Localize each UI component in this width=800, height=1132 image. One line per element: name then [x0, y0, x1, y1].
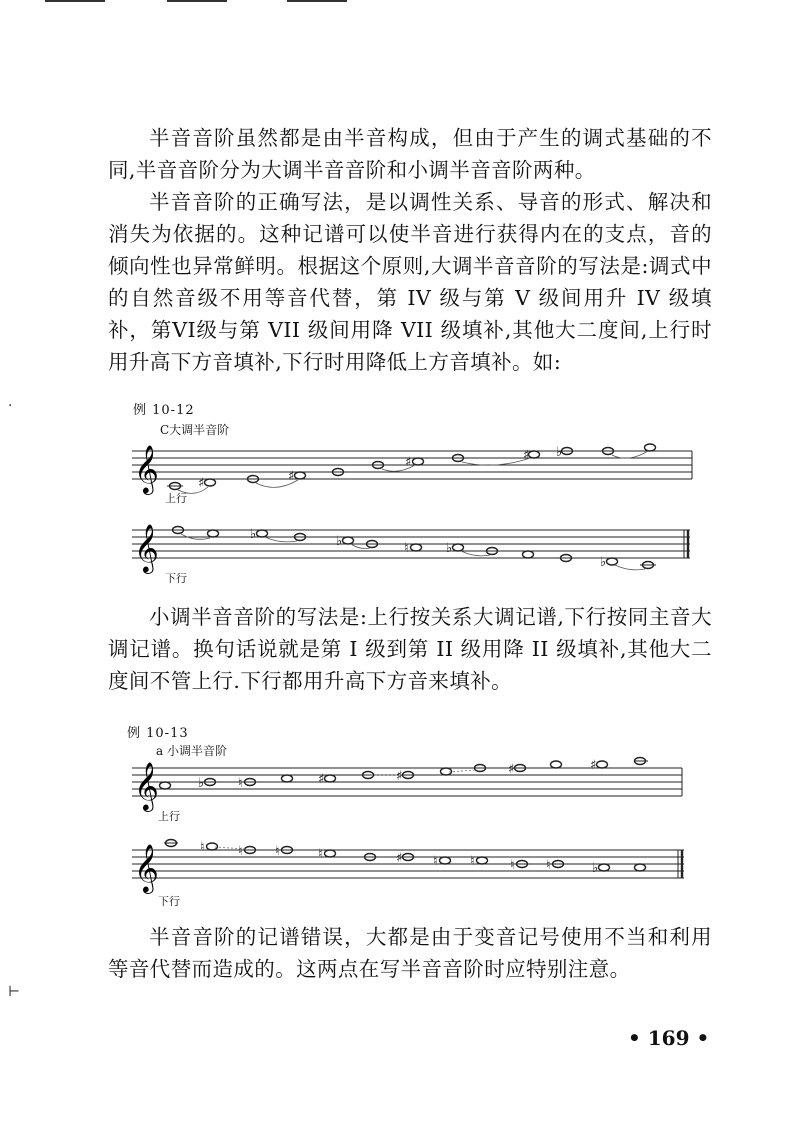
svg-text:♯: ♯ [523, 448, 530, 463]
svg-text:♯: ♯ [318, 772, 325, 787]
svg-text:♯: ♯ [405, 455, 412, 470]
svg-text:♮: ♮ [470, 854, 475, 869]
paragraph-3-text: 小调半音音阶的写法是:上行按关系大调记谱,下行按同主音大调记谱。换句话说就是第 I 级到第 II 级用降 II 级填补,其他大二度间不管上行.下行都用升高下方音来填补。 [108, 605, 712, 693]
paragraph-2 [108, 186, 712, 378]
svg-text:♯: ♯ [198, 476, 205, 491]
top-rule-1 [45, 0, 105, 2]
top-rule-2 [167, 0, 227, 2]
treble-clef-icon: 𝄞 [134, 523, 159, 572]
svg-text:♮: ♮ [275, 844, 280, 859]
svg-text:♮: ♮ [510, 858, 515, 873]
svg-text:♭: ♭ [600, 555, 607, 570]
svg-text:♭: ♭ [446, 541, 453, 556]
paragraph-3 [108, 601, 712, 697]
svg-text:♮: ♮ [238, 844, 243, 859]
svg-text:♭: ♭ [336, 534, 343, 549]
example-1-staff-ascending [0, 435, 700, 505]
example-2-ascending-label: 上行 [158, 810, 180, 823]
svg-text:♮: ♮ [433, 854, 438, 869]
svg-text:♭: ♭ [556, 445, 563, 460]
page-number: • 169 • [628, 1026, 710, 1050]
margin-mark-2: ⊢ [8, 984, 21, 1000]
example-2-label: 例 10-13 [127, 726, 189, 741]
svg-text:♮: ♮ [238, 776, 243, 791]
svg-text:♮: ♮ [318, 847, 323, 862]
svg-text:♭: ♭ [592, 861, 599, 876]
paragraph-1 [108, 122, 712, 186]
example-2-descending-label: 下行 [158, 895, 180, 908]
svg-text:♯: ♯ [508, 762, 515, 777]
svg-text:♯: ♯ [396, 851, 403, 866]
svg-text:♯: ♯ [288, 469, 295, 484]
svg-text:♮: ♮ [404, 541, 409, 556]
svg-text:♭: ♭ [198, 776, 205, 791]
example-1-descending-label: 下行 [165, 572, 187, 585]
treble-clef-icon: 𝄞 [134, 843, 159, 892]
top-rule-3 [287, 0, 347, 2]
paragraph-2-text: 半音音阶的正确写法，是以调性关系、导音的形式、解决和消失为依据的。这种记谱可以使半音进行获得内在的支点，音的倾向性也异常鲜明。根据这个原则,大调半音音阶的写法是:调式中的自然音级不用等音代替，第 IV 级与第 V 级间用升 IV 级填补，第VI级与第 VII 级间用降 VII 级填补,其他大二度间,上行时用升高下方音填补,下行时用降低上方音填补。如: [108, 190, 712, 374]
svg-text:♯: ♯ [590, 758, 597, 773]
svg-text:♭: ♭ [250, 527, 257, 542]
paragraph-4-text: 半音音阶的记谱错误，大都是由于变音记号使用不当和利用等音代替而造成的。这两点在写半音音阶时应特别注意。 [108, 925, 712, 981]
svg-text:♯: ♯ [396, 769, 403, 784]
example-1-label: 例 10-12 [133, 403, 195, 418]
paragraph-1-text: 半音音阶虽然都是由半音构成，但由于产生的调式基础的不同,半音音阶分为大调半音音阶和小调半音音阶两种。 [108, 126, 712, 182]
paragraph-4 [108, 921, 712, 985]
example-2-staff-descending [0, 838, 700, 908]
svg-text:♮: ♮ [546, 858, 551, 873]
svg-text:♮: ♮ [200, 840, 205, 855]
example-2-staff-ascending [0, 756, 700, 826]
treble-clef-icon: 𝄞 [134, 444, 159, 493]
example-1-title: C大调半音阶 [160, 423, 230, 437]
margin-mark-1: · [8, 398, 13, 414]
example-1-ascending-label: 上行 [165, 492, 187, 505]
example-2-title: a 小调半音阶 [156, 744, 227, 758]
treble-clef-icon: 𝄞 [134, 761, 159, 810]
example-1-staff-descending [0, 518, 700, 588]
